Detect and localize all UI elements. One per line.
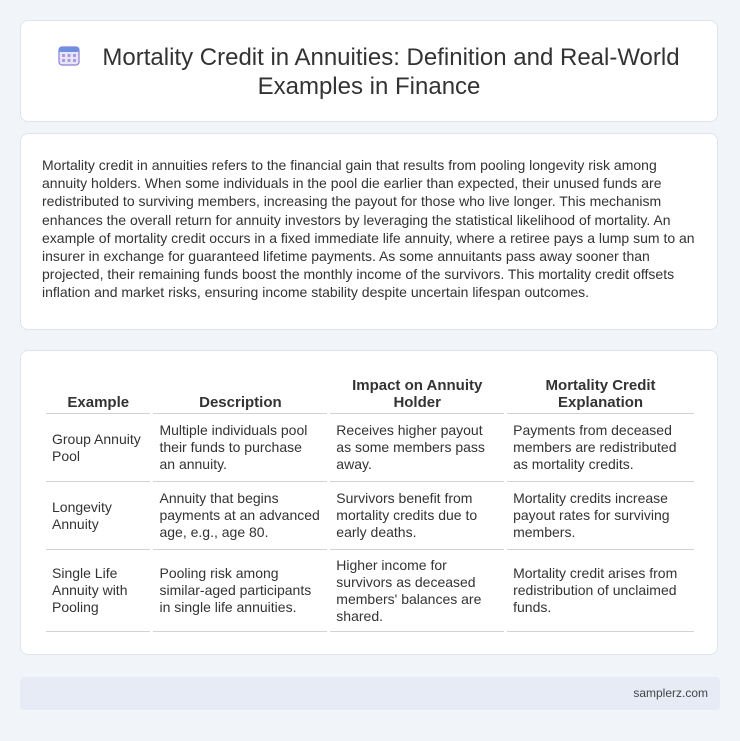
column-header-explanation: Mortality Credit Explanation xyxy=(507,373,694,414)
column-header-impact: Impact on Annuity Holder xyxy=(330,373,504,414)
title-card xyxy=(20,20,718,122)
table-cell: Survivors benefit from mortality credits due to early deaths. xyxy=(330,482,504,550)
table-cell: Receives higher payout as some members pass away. xyxy=(330,414,504,482)
table-row xyxy=(46,482,694,550)
column-header-description: Description xyxy=(153,373,327,414)
table-cell: Mortality credit arises from redistribution of unclaimed funds. xyxy=(507,550,694,632)
table-cell: Payments from deceased members are redistributed as mortality credits. xyxy=(507,414,694,482)
footer xyxy=(20,677,720,710)
table-cell: Mortality credits increase payout rates for surviving members. xyxy=(507,482,694,550)
column-header-example: Example xyxy=(46,373,150,414)
summary-paragraph: Mortality credit in annuities refers to the financial gain that results from pooling longevity risk among annuity holders. When some individuals in the pool die earlier than expected, their unused funds are redistributed to surviving members, increasing the payout for those who live longer. This mechanism enhances the overall return for annuity investors by leveraging the statistical likelihood of mortality. An example of mortality credit occurs in a fixed immediate life annuity, where a retiree pays a lump sum to an insurer in exchange for guaranteed lifetime payments. As some annuitants pass away sooner than projected, their remaining funds boost the monthly income of the survivors. This mortality credit offsets inflation and market risks, ensuring income stability despite uncertain lifespan outcomes. xyxy=(42,157,695,301)
table-cell: Higher income for survivors as deceased members' balances are shared. xyxy=(330,550,504,632)
page-title-wrap xyxy=(21,43,717,101)
footer-site-link[interactable]: samplerz.com xyxy=(633,686,708,700)
table-cell: Annuity that begins payments at an advanced age, e.g., age 80. xyxy=(153,482,327,550)
table-cell: Pooling risk among similar-aged participants in single life annuities. xyxy=(153,550,327,632)
table-row xyxy=(46,414,694,482)
table-row xyxy=(46,550,694,632)
table-cell: Single Life Annuity with Pooling xyxy=(46,550,150,632)
table-cell: Multiple individuals pool their funds to purchase an annuity. xyxy=(153,414,327,482)
examples-table xyxy=(43,373,697,632)
table-cell: Group Annuity Pool xyxy=(46,414,150,482)
table-cell: Longevity Annuity xyxy=(46,482,150,550)
calendar-icon xyxy=(58,44,80,66)
table-header-row xyxy=(46,373,694,414)
summary-card xyxy=(20,133,718,330)
table-card xyxy=(20,350,718,655)
page-title: Mortality Credit in Annuities: Definition and Real-World Examples in Finance xyxy=(102,44,680,100)
